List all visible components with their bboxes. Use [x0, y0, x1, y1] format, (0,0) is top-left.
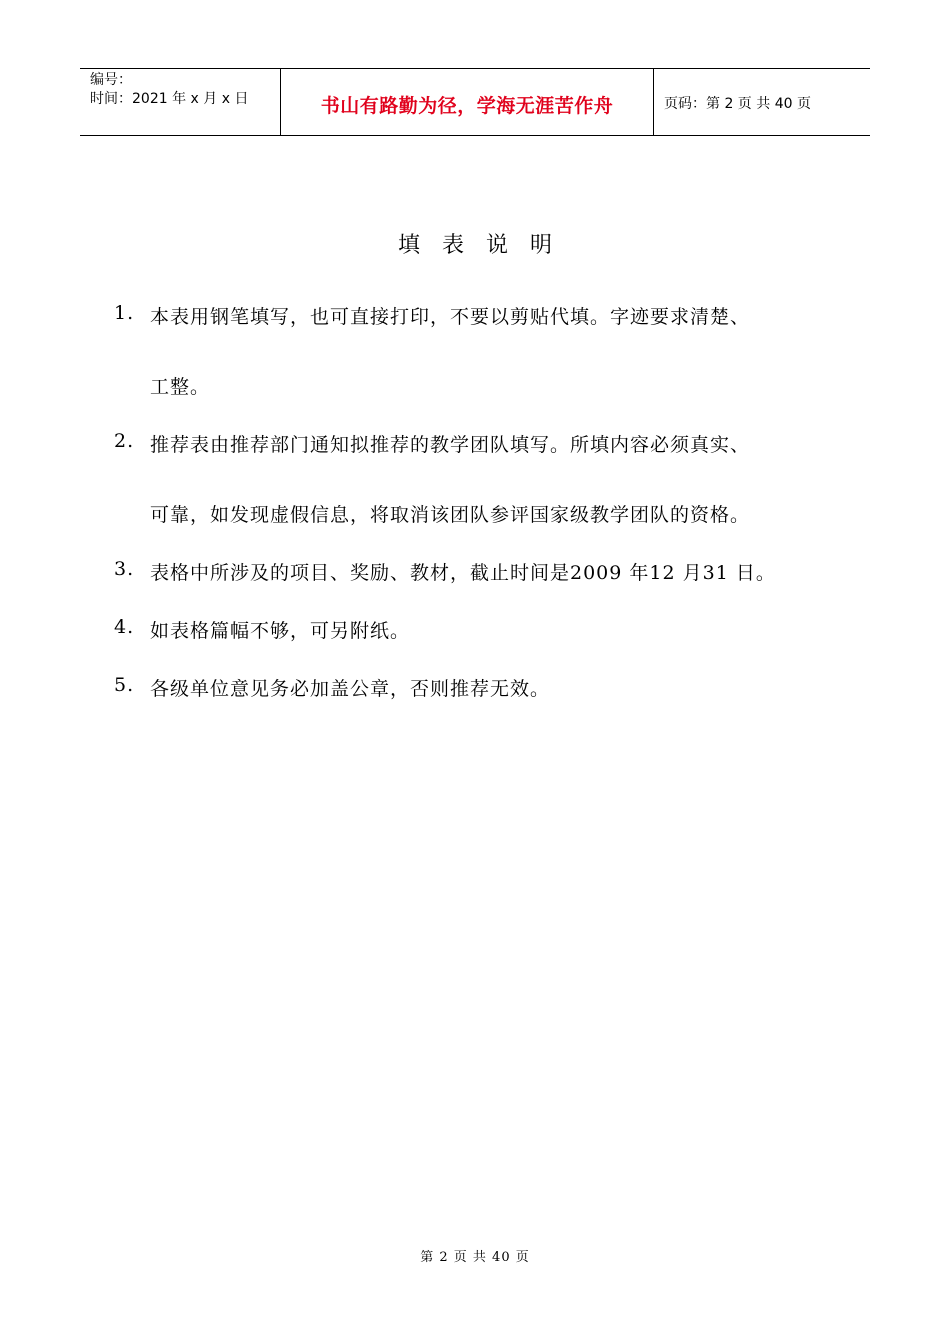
- instruction-item: [114, 430, 834, 527]
- page-footer: 第 2 页 共 40 页: [420, 1250, 530, 1265]
- item-text: [150, 302, 834, 399]
- header-meta-cell: [80, 69, 281, 135]
- header-motto-cell: [281, 69, 654, 135]
- item-line: 本表用钢笔填写，也可直接打印，不要以剪贴代填。字迹要求清楚、: [150, 306, 751, 328]
- page-header: [80, 68, 870, 136]
- instruction-item: [114, 616, 834, 643]
- item-number: 1.: [114, 302, 135, 324]
- item-line: 可靠，如发现虚假信息，将取消该团队参评国家级教学团队的资格。: [150, 504, 751, 526]
- item-number: 4.: [114, 616, 135, 638]
- item-number: 5.: [114, 674, 135, 696]
- instructions-list: [114, 302, 834, 701]
- item-line: 推荐表由推荐部门通知拟推荐的教学团队填写。所填内容必须真实、: [150, 434, 751, 456]
- item-text: [150, 616, 834, 643]
- instruction-item: [114, 558, 834, 585]
- item-line: 工整。: [150, 376, 211, 398]
- header-page-cell: [654, 69, 870, 135]
- page-title: 填表说明: [397, 233, 574, 258]
- item-line: 如表格篇幅不够，可另附纸。: [150, 620, 411, 642]
- item-text: [150, 558, 834, 585]
- item-line: 表格中所涉及的项目、奖励、教材，截止时间是2009 年12 月31 日。: [150, 562, 776, 584]
- serial-label: 编号：: [90, 72, 132, 88]
- item-text: [150, 430, 834, 527]
- instruction-item: [114, 674, 834, 701]
- page-info: 页码：第 2 页 共 40 页: [664, 96, 811, 112]
- time-label: 时间：2021 年 x 月 x 日: [90, 91, 249, 107]
- motto-text: 书山有路勤为径，学海无涯苦作舟: [320, 94, 614, 117]
- instruction-item: [114, 302, 834, 399]
- item-line: 各级单位意见务必加盖公章，否则推荐无效。: [150, 678, 551, 700]
- item-text: [150, 674, 834, 701]
- item-number: 3.: [114, 558, 135, 580]
- item-number: 2.: [114, 430, 135, 452]
